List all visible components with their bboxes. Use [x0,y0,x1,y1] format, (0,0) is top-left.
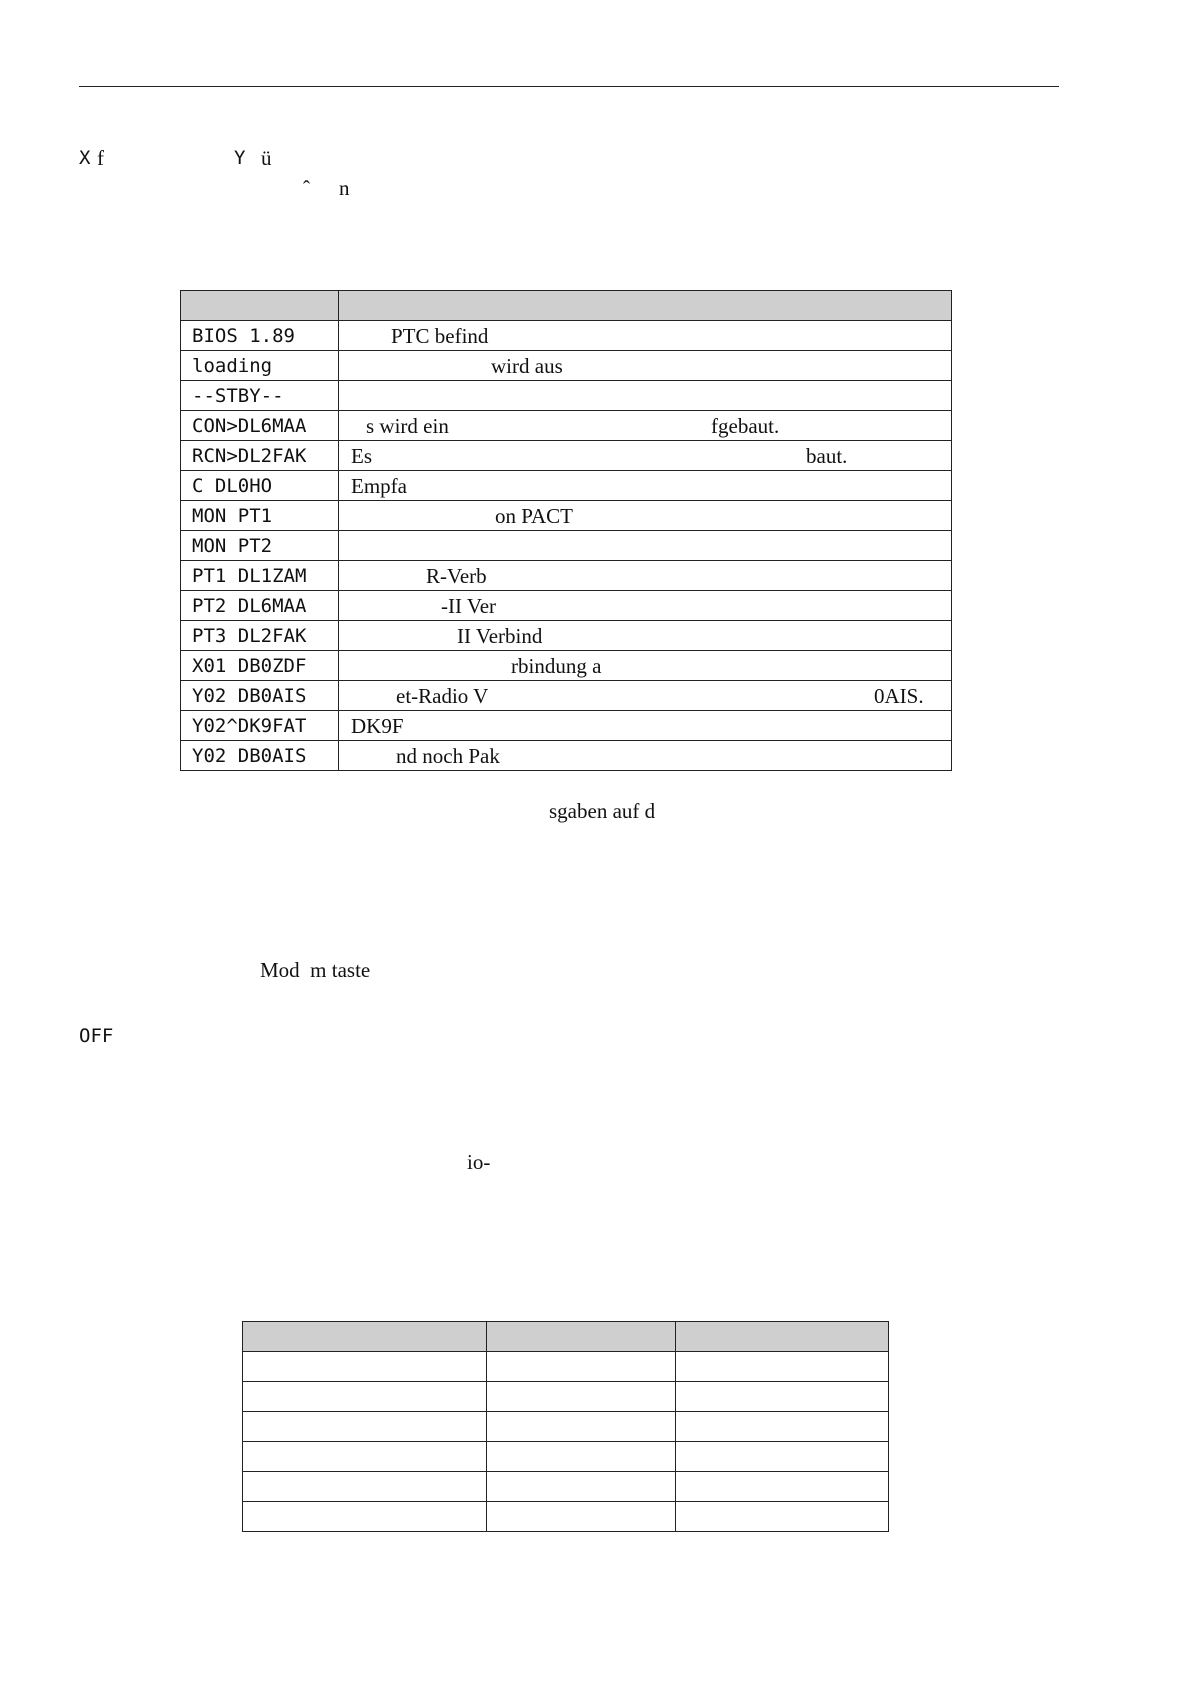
empty-table [242,1321,889,1532]
display-code-cell [181,411,339,441]
table-row [243,1442,889,1472]
table-cell [676,1382,889,1412]
display-code: PT3 DL2FAK [192,624,307,647]
display-code: --STBY-- [192,384,284,407]
table-row [181,351,952,381]
display-code-cell [181,531,339,561]
table-row [181,561,952,591]
display-code-cell [181,561,339,591]
description-text: s wird ein [366,414,449,438]
description-cell [339,531,952,561]
display-code: C DL0HO [192,474,273,497]
table-cell [676,1442,889,1472]
table-cell [487,1442,676,1472]
table-row [181,681,952,711]
fragment-n: n [339,176,350,200]
table-row [243,1472,889,1502]
description-text: nd noch Pak [396,744,500,768]
table-cell [243,1442,487,1472]
table-row [243,1352,889,1382]
description-cell [339,321,952,351]
table-row [181,651,952,681]
fragment-x: X [79,147,91,169]
description-cell [339,651,952,681]
display-code-cell [181,621,339,651]
description-cell [339,411,952,441]
table-row [181,471,952,501]
table-cell [243,1382,487,1412]
display-code-cell [181,321,339,351]
table-cell [243,1472,487,1502]
description-text: Es [351,444,372,468]
description-text: on PACT [495,504,574,528]
display-code: CON>DL6MAA [192,414,307,437]
display-code-cell [181,501,339,531]
description-cell [339,741,952,771]
description-text-end: 0AIS. [874,684,924,708]
description-cell [339,681,952,711]
display-code-cell [181,441,339,471]
description-cell [339,711,952,741]
display-code-cell [181,681,339,711]
display-code: BIOS 1.89 [192,324,295,347]
fragment-y: Y [234,147,246,169]
display-code-cell [181,351,339,381]
table-header-cell [243,1322,487,1352]
display-code: RCN>DL2FAK [192,444,307,467]
fragment-f: f [97,146,104,170]
display-code-cell [181,711,339,741]
description-cell [339,501,952,531]
description-text: II Verbind [457,624,543,648]
table-cell [487,1412,676,1442]
display-code: Y02^DK9FAT [192,714,307,737]
description-cell [339,381,952,411]
table-header-cell [676,1322,889,1352]
display-code-cell [181,381,339,411]
table-cell [676,1502,889,1532]
fragment-u-umlaut: ü [261,146,272,170]
header-rule [79,86,1059,87]
description-text: R-Verb [426,564,487,588]
table-row [181,591,952,621]
table-cell [243,1352,487,1382]
body-text-fragment-io: io- [467,1150,491,1174]
table-row [243,1502,889,1532]
table-row [181,711,952,741]
description-text: et-Radio V [396,684,489,708]
table-cell [676,1412,889,1442]
table-row [181,441,952,471]
description-cell [339,561,952,591]
table-cell [487,1502,676,1532]
description-text: -II Ver [441,594,497,618]
table-row [181,381,952,411]
display-code: PT1 DL1ZAM [192,564,307,587]
table-caption: sgaben auf d [549,799,656,823]
description-text-end: fgebaut. [711,414,780,438]
table-row [181,621,952,651]
table-row [243,1382,889,1412]
table-cell [487,1472,676,1502]
display-code: MON PT2 [192,534,273,557]
table-header-row [181,291,952,321]
table-header-cell [339,291,952,321]
status-display-table [180,290,952,771]
fragment-caret: ˆ [303,176,310,200]
display-code: PT2 DL6MAA [192,594,307,617]
description-text-end: baut. [806,444,848,468]
table-cell [243,1502,487,1532]
table-cell [487,1352,676,1382]
display-code-cell [181,471,339,501]
table-cell [243,1412,487,1442]
display-code: loading [192,354,273,377]
display-code-cell [181,591,339,621]
table-row [181,501,952,531]
display-code: MON PT1 [192,504,273,527]
table-cell [487,1382,676,1412]
description-cell [339,471,952,501]
display-code-cell [181,741,339,771]
table-header-cell [181,291,339,321]
description-cell [339,621,952,651]
display-code: Y02 DB0AIS [192,684,307,707]
table-cell [676,1472,889,1502]
off-label: OFF [79,1025,114,1047]
table-header-cell [487,1322,676,1352]
table-row [181,531,952,561]
description-text: wird aus [491,354,563,378]
description-cell [339,351,952,381]
description-cell [339,441,952,471]
table-row [243,1412,889,1442]
table-row [181,411,952,441]
description-text: PTC befind [391,324,489,348]
table-cell [676,1352,889,1382]
display-code: X01 DB0ZDF [192,654,307,677]
display-code: Y02 DB0AIS [192,744,307,767]
description-text: Empfa [351,474,407,498]
display-code-cell [181,651,339,681]
description-cell [339,591,952,621]
description-text: rbindung a [511,654,602,678]
body-text-fragment: Mod m taste [260,958,371,982]
table-row [181,741,952,771]
table-row [181,321,952,351]
table-header-row [243,1322,889,1352]
description-text: DK9F [351,714,404,738]
